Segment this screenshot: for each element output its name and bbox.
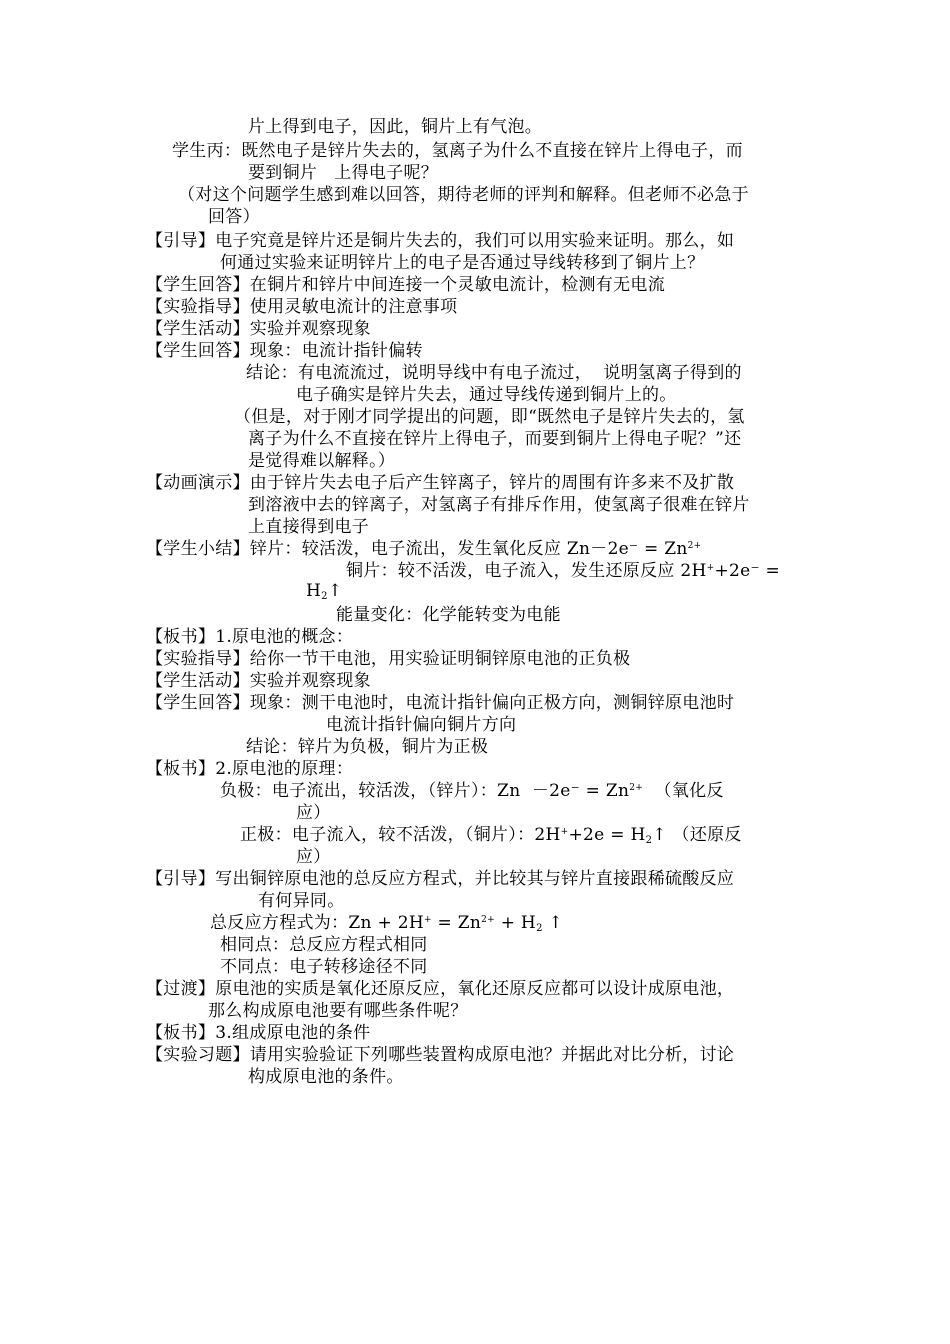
text-line: 应） <box>296 803 331 823</box>
text-line: 结论：有电流流过，说明导线中有电子流过， 说明氢离子得到的 <box>246 363 742 383</box>
text-line: 铜片：较不活泼，电子流入，发生还原反应 2H++2e⁻ = <box>346 561 781 581</box>
text-line: 总反应方程式为：$Zn + 2H^+ = Zn^{2+} + H_2$ ↑ <box>210 913 563 934</box>
text-line: 回答） <box>208 207 260 227</box>
text-line: 要到铜片 上得电子呢？ <box>248 163 439 183</box>
text-line: 【学生回答】现象：电流计指针偏转 <box>146 341 423 361</box>
text-line: 有何异同。 <box>258 891 345 911</box>
text-line: 负极：电子流出，较活泼，（锌片）：$Zn -2e^- = Zn^{2+}$ （氧化反 <box>220 781 724 801</box>
text-line: 电流计指针偏向铜片方向 <box>326 715 517 735</box>
text-line: 能量变化：化学能转变为电能 <box>336 605 561 625</box>
text-line: 相同点：总反应方程式相同 <box>220 935 428 955</box>
text-line: 【动画演示】由于锌片失去电子后产生锌离子，锌片的周围有许多来不及扩散 <box>146 473 735 493</box>
text-line: 【过渡】原电池的实质是氧化还原反应，氧化还原反应都可以设计成原电池， <box>146 979 735 999</box>
text-line: （但是，对于刚才同学提出的问题，即“既然电子是锌片失去的，氢 <box>234 407 745 427</box>
text-line: 【板书】3.组成原电池的条件 <box>146 1023 371 1043</box>
text-line: 上直接得到电子 <box>248 517 370 537</box>
text-line: 离子为什么不直接在锌片上得电子，而要到铜片上得电子呢？”还 <box>248 429 742 449</box>
text-line: 构成原电池的条件。 <box>248 1067 404 1087</box>
text-line: 何通过实验来证明锌片上的电子是否通过导线转移到了铜片上？ <box>220 253 705 273</box>
text-line: 学生丙：既然电子是锌片失去的，氢离子为什么不直接在锌片上得电子，而 <box>172 141 743 161</box>
text-line: 片上得到电子，因此，铜片上有气泡。 <box>248 117 543 137</box>
text-line: 【板书】1.原电池的概念： <box>146 627 354 647</box>
text-line: 【板书】2.原电池的原理： <box>146 759 354 779</box>
text-line: 【实验习题】请用实验验证下列哪些装置构成原电池？并据此对比分析，讨论 <box>146 1045 735 1065</box>
text-line: 【实验指导】给你一节干电池，用实验证明铜锌原电池的正负极 <box>146 649 631 669</box>
text-line: 应） <box>296 847 331 867</box>
text-line: 结论：锌片为负极，铜片为正极 <box>246 737 489 757</box>
text-line: 【引导】电子究竟是锌片还是铜片失去的，我们可以用实验来证明。那么，如 <box>146 231 735 251</box>
text-line: 【学生回答】在铜片和锌片中间连接一个灵敏电流计，检测有无电流 <box>146 275 665 295</box>
text-line: 正极：电子流入，较不活泼，（铜片）：$2H^++2e = H_2↑$ （还原反 <box>240 825 742 846</box>
text-line: 到溶液中去的锌离子，对氢离子有排斥作用，使氢离子很难在锌片 <box>248 495 750 515</box>
text-line: 是觉得难以解释。） <box>248 451 396 471</box>
text-line: 不同点：电子转移途径不同 <box>220 957 428 977</box>
text-line: 那么构成原电池要有哪些条件呢？ <box>208 1001 468 1021</box>
text-line: $H_2↑$ <box>306 581 343 602</box>
text-line: 【学生活动】实验并观察现象 <box>146 319 371 339</box>
text-line: 电子确实是锌片失去，通过导线传递到铜片上的。 <box>296 385 677 405</box>
text-line: 【学生回答】现象：测干电池时，电流计指针偏向正极方向，测铜锌原电池时 <box>146 693 735 713</box>
text-line: 【学生活动】实验并观察现象 <box>146 671 371 691</box>
text-line: 【学生小结】锌片：较活泼，电子流出，发生氧化反应 $Zn-2e^- = Zn^{2+}$ <box>146 539 702 559</box>
text-line: 【实验指导】使用灵敏电流计的注意事项 <box>146 297 458 317</box>
text-line: 【引导】写出铜锌原电池的总反应方程式，并比较其与锌片直接跟稀硫酸反应 <box>146 869 735 889</box>
text-line: （对这个问题学生感到难以回答，期待老师的评判和解释。但老师不必急于 <box>178 185 749 205</box>
